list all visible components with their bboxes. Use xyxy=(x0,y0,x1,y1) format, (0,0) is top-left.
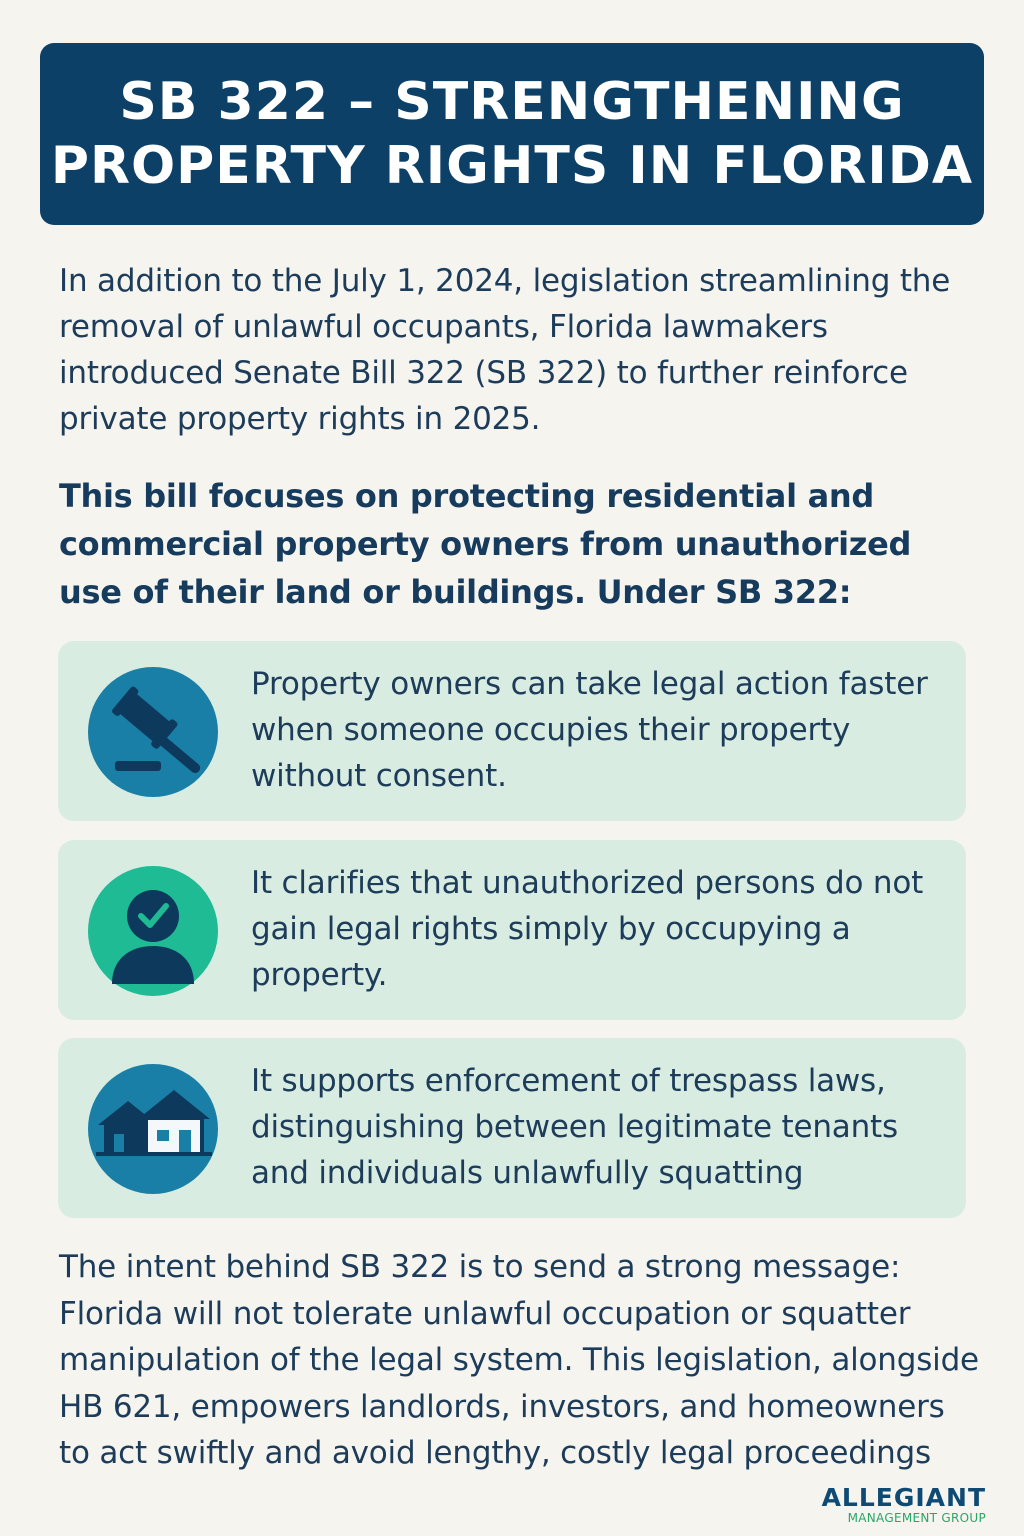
point-card-trespass-laws xyxy=(58,1038,966,1218)
intro-paragraph: In addition to the July 1, 2024, legislation streamlining the removal of unlawful occupants, Florida lawmakers introduced Senate Bill 322 (SB 322) to further reinforce private property rights in 2025. xyxy=(59,263,951,437)
page-title-line-2: PROPERTY RIGHTS IN FLORIDA xyxy=(50,136,974,196)
point-text: Property owners can take legal action faster when someone occupies their property without consent. xyxy=(251,666,928,794)
logo-name: ALLEGIANT xyxy=(821,1483,986,1512)
point-text: It supports enforcement of trespass laws, distinguishing between legitimate tenants and individuals unlawfully squatting xyxy=(251,1063,898,1191)
allegiant-logo xyxy=(822,1484,986,1525)
houses-icon xyxy=(88,1064,218,1194)
person-check-icon xyxy=(88,866,218,996)
focus-paragraph: This bill focuses on protecting residential and commercial property owners from unauthorized use of their land or buildings. Under SB 322: xyxy=(59,477,912,611)
title-banner xyxy=(40,43,984,225)
point-text: It clarifies that unauthorized persons do not gain legal rights simply by occupying a property. xyxy=(251,865,924,993)
conclusion-paragraph: The intent behind SB 322 is to send a strong message: Florida will not tolerate unlawful occupation or squatter manipulation of the legal system. This legislation, alongside HB 621, empowers landlords, investors, and homeowners to act swiftly and avoid lengthy, costly legal proceedings xyxy=(59,1249,979,1471)
point-card-legal-action xyxy=(58,641,966,821)
logo-tagline: MANAGEMENT GROUP xyxy=(847,1511,986,1525)
page-title-line-1: SB 322 – STRENGTHENING xyxy=(119,72,905,132)
point-card-no-legal-rights xyxy=(58,840,966,1020)
gavel-icon xyxy=(88,667,218,797)
